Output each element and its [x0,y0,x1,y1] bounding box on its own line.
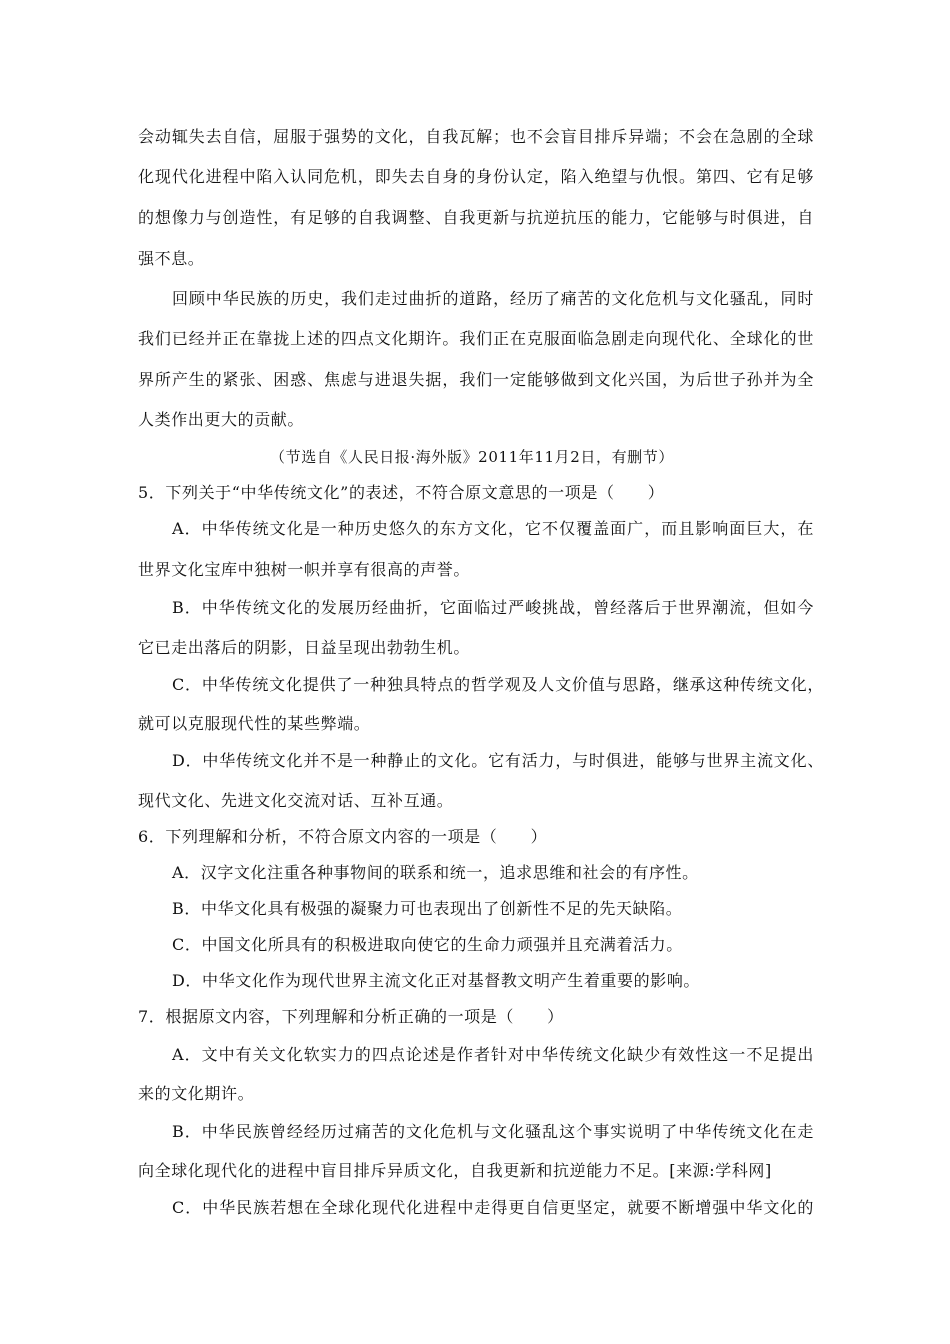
passage-line: 强不息。 [138,249,205,268]
q7-option-b-cont: 向全球化现代化的进程中盲目排斥异质文化，自我更新和抗逆能力不足。[来源:学科网] [138,1161,772,1180]
passage-line: 界所产生的紧张、困惑、焦虑与进退失据，我们一定能够做到文化兴国，为后世子孙并为全 [138,370,814,389]
passage-line: 会动辄失去自信，屈服于强势的文化，自我瓦解；也不会盲目排斥异端；不会在急剧的全球 [138,127,814,146]
q7-option-a: A．文中有关文化软实力的四点论述是作者针对中华传统文化缺少有效性这一不足提出 [172,1045,814,1064]
passage-line: 人类作出更大的贡献。 [138,410,305,429]
q6-option-b: B．中华文化具有极强的凝聚力可也表现出了创新性不足的先天缺陷。 [172,899,683,918]
q5-option-d-cont: 现代文化、先进文化交流对话、互补互通。 [138,791,454,810]
q6-option-c: C．中国文化所具有的积极进取向使它的生命力顽强并且充满着活力。 [172,935,683,954]
q5-option-c-cont: 就可以克服现代性的某些弊端。 [138,714,371,733]
question-5-stem: 5．下列关于“中华传统文化”的表述，不符合原文意思的一项是（ ） [138,483,665,502]
q7-option-c: C．中华民族若想在全球化现代化进程中走得更自信更坚定，就要不断增强中华文化的 [172,1198,814,1217]
q7-option-b: B．中华民族曾经经历过痛苦的文化危机与文化骚乱这个事实说明了中华传统文化在走 [172,1122,814,1141]
q5-option-b-cont: 它已走出落后的阴影，日益呈现出勃勃生机。 [138,638,471,657]
question-7-stem: 7．根据原文内容，下列理解和分析正确的一项是（ ） [138,1007,564,1026]
q5-option-d: D．中华传统文化并不是一种静止的文化。它有活力，与时俱进，能够与世界主流文化、 [172,751,824,770]
question-6-stem: 6．下列理解和分析，不符合原文内容的一项是（ ） [138,827,548,846]
passage-line: 回顾中华民族的历史，我们走过曲折的道路，经历了痛苦的文化危机与文化骚乱，同时 [172,289,814,308]
q5-option-b: B．中华传统文化的发展历经曲折，它面临过严峻挑战，曾经落后于世界潮流，但如今 [172,598,814,617]
q5-option-a: A．中华传统文化是一种历史悠久的东方文化，它不仅覆盖面广，而且影响面巨大，在 [172,519,814,538]
passage-line: 的想像力与创造性，有足够的自我调整、自我更新与抗逆抗压的能力，它能够与时俱进，自 [138,208,814,227]
q5-option-c: C．中华传统文化提供了一种独具特点的哲学观及人文价值与思路，继承这种传统文化， [172,675,824,694]
source-citation: （节选自《人民日报·海外版》2011年11月2日，有删节） [270,448,674,466]
q5-option-a-cont: 世界文化宝库中独树一帜并享有很高的声誉。 [138,560,471,579]
passage-line: 化现代化进程中陷入认同危机，即失去自身的身份认定，陷入绝望与仇恨。第四、它有足够 [138,167,814,186]
q7-option-a-cont: 来的文化期许。 [138,1084,255,1103]
q6-option-d: D．中华文化作为现代世界主流文化正对基督教文明产生着重要的影响。 [172,971,701,990]
passage-line: 我们已经并正在靠拢上述的四点文化期许。我们正在克服面临急剧走向现代化、全球化的世 [138,329,814,348]
q6-option-a: A．汉字文化注重各种事物间的联系和统一，追求思维和社会的有序性。 [172,863,699,882]
